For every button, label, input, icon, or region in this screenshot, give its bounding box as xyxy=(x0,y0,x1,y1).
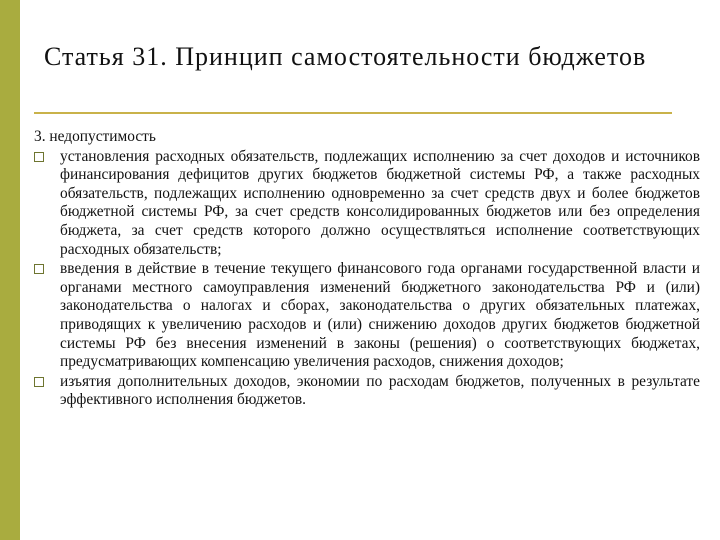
slide-title: Статья 31. Принцип самостоятельности бюджетов xyxy=(44,42,647,71)
side-accent-bar xyxy=(0,0,20,540)
slide-body xyxy=(34,128,700,411)
title-underline xyxy=(34,112,672,114)
bullet-text: изъятия дополнительных доходов, экономии по расходам бюджетов, полученных в результате эффективного исполнения бюджетов. xyxy=(60,372,700,409)
square-bullet-icon xyxy=(34,264,44,274)
bullet-text: введения в действие в течение текущего финансового года органами государственной власти и органами местного самоуправления изменений бюджетного законодательства РФ и (или) законодательства о налогах и сборах, законодательства о других обязательных платежах, приводящих к увеличению расходов и (или) снижению доходов других бюджетов бюджетной системы РФ без внесения изменений в законы (решения) о соответствующих бюджетах, предусматривающих компенсацию увеличения расходов, снижения доходов; xyxy=(60,260,700,371)
intro-text: 3. недопустимость xyxy=(34,128,156,145)
bullet-list xyxy=(34,148,700,410)
bullet-item xyxy=(34,148,700,260)
bullet-text: установления расходных обязательств, подлежащих исполнению за счет доходов и источников финансирования дефицитов других бюджетов бюджетной системы РФ, а также расходных обязательств, подлежащих исполнению одновременно за счет средств двух и более бюджетов бюджетной системы РФ, за счет средств консолидированных бюджетов или без определения бюджета, за счет средств которого должно осуществляться исполнение соответствующих расходных обязательств; xyxy=(60,147,700,258)
bullet-item xyxy=(34,260,700,372)
square-bullet-icon xyxy=(34,377,44,387)
square-bullet-icon xyxy=(34,152,44,162)
bullet-item xyxy=(34,373,700,410)
